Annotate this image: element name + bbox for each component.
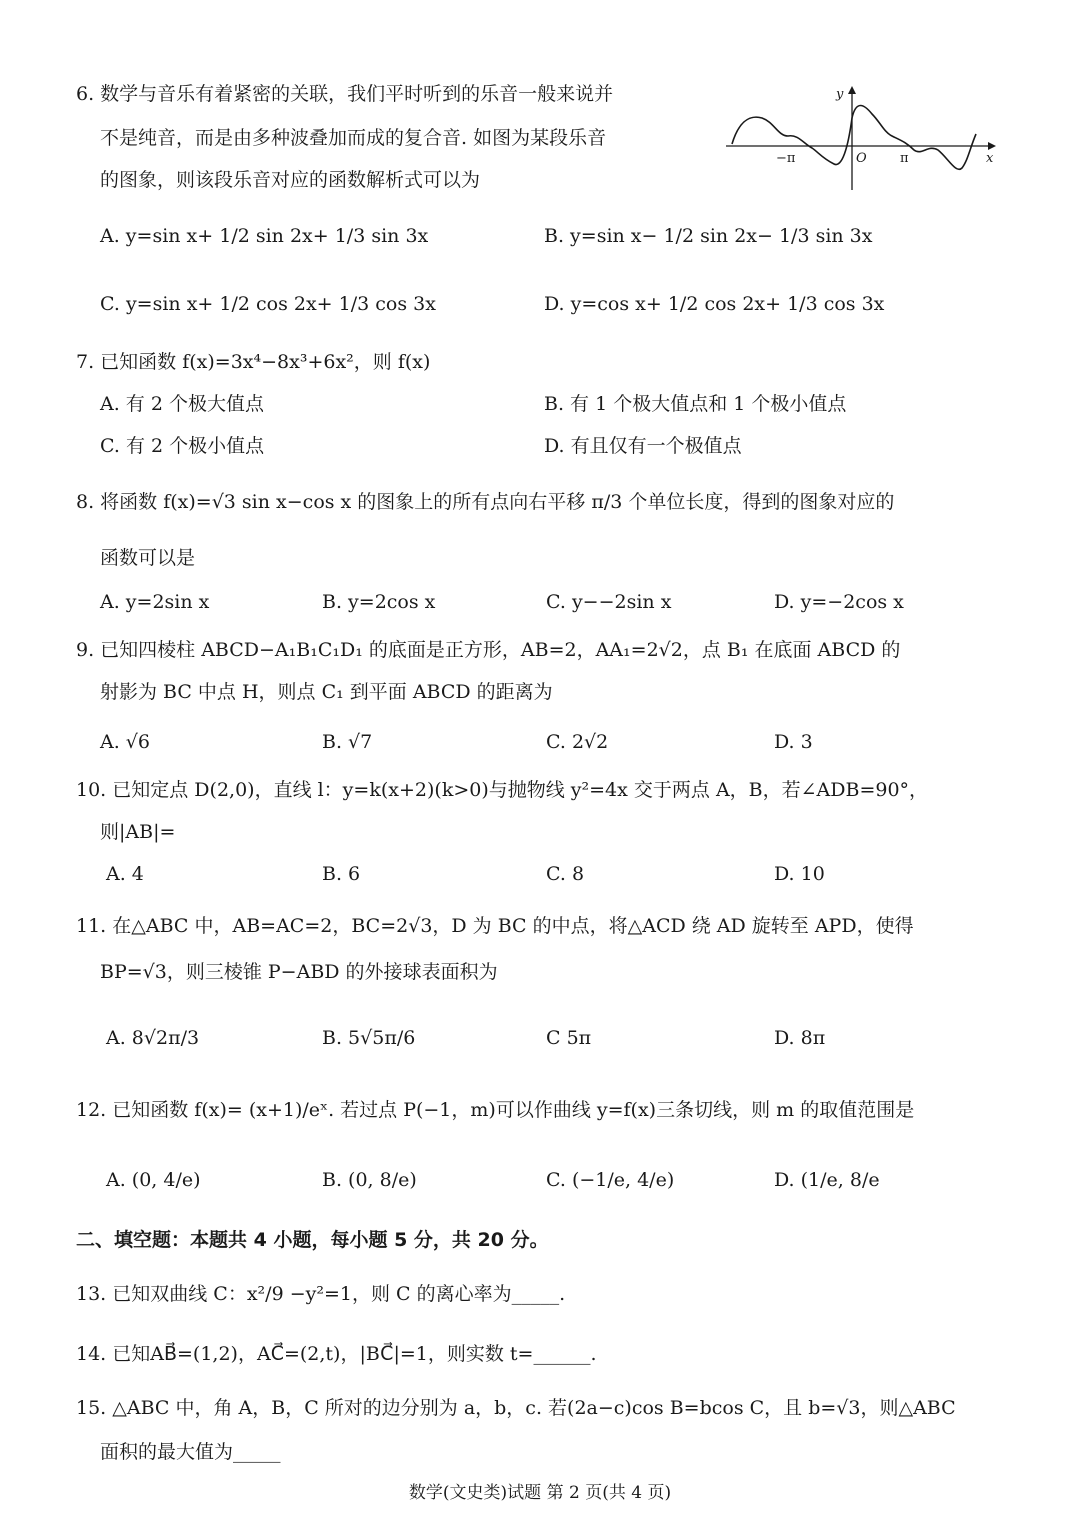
q8-line-1: 8. 将函数 f(x)=√3 sin x−cos x 的图象上的所有点向右平移 π/3 个单位长度，得到的图象对应的 — [76, 491, 895, 513]
graph-y-label: y — [836, 87, 844, 102]
q12-stem: 12. 已知函数 f(x)= (x+1)/eˣ. 若过点 P(−1，m)可以作曲线 y=f(x)三条切线，则 m 的取值范围是 — [76, 1099, 915, 1121]
q11-option-a[interactable]: A. 8√2π/3 — [106, 1027, 200, 1049]
graph-x-label: x — [986, 151, 994, 166]
q7-option-d[interactable]: D. 有且仅有一个极值点 — [544, 435, 742, 457]
q6-option-c[interactable]: C. y=sin x+ 1/2 cos 2x+ 1/3 cos 3x — [100, 293, 436, 315]
q10-option-a[interactable]: A. 4 — [106, 863, 144, 885]
sound-wave-graph — [722, 78, 1002, 194]
page-footer: 数学(文史类)试题 第 2 页(共 4 页) — [408, 1483, 672, 1503]
q10-option-d[interactable]: D. 10 — [774, 863, 825, 885]
q6-option-b[interactable]: B. y=sin x− 1/2 sin 2x− 1/3 sin 3x — [544, 225, 873, 247]
q12-option-d[interactable]: D. (1/e, 8/e — [774, 1169, 880, 1191]
q9-option-a[interactable]: A. √6 — [100, 731, 150, 753]
q8-line-2: 函数可以是 — [100, 547, 196, 569]
q10-line-1: 10. 已知定点 D(2,0)，直线 l：y=k(x+2)(k>0)与抛物线 y²=4x 交于两点 A，B，若∠ADB=90°， — [76, 779, 929, 801]
section-2-heading: 二、填空题：本题共 4 小题，每小题 5 分，共 20 分。 — [76, 1229, 549, 1251]
q13-text: 13. 已知双曲线 C：x²/9 −y²=1，则 C 的离心率为_____. — [76, 1283, 566, 1305]
q6-line-1: 6. 数学与音乐有着紧密的关联，我们平时听到的乐音一般来说并 — [76, 83, 614, 105]
graph-pi-label: π — [900, 151, 909, 166]
q6-option-d[interactable]: D. y=cos x+ 1/2 cos 2x+ 1/3 cos 3x — [544, 293, 885, 315]
q7-option-b[interactable]: B. 有 1 个极大值点和 1 个极小值点 — [544, 393, 847, 415]
q10-line-2: 则|AB|= — [100, 821, 176, 843]
q11-option-c[interactable]: C 5π — [546, 1027, 592, 1049]
q7-option-c[interactable]: C. 有 2 个极小值点 — [100, 435, 265, 457]
q9-line-1: 9. 已知四棱柱 ABCD−A₁B₁C₁D₁ 的底面是正方形，AB=2，AA₁=2√2，点 B₁ 在底面 ABCD 的 — [76, 639, 901, 661]
q11-line-1: 11. 在△ABC 中，AB=AC=2，BC=2√3，D 为 BC 的中点，将△ACD 绕 AD 旋转至 APD，使得 — [76, 915, 914, 937]
q7-option-a[interactable]: A. 有 2 个极大值点 — [100, 393, 264, 415]
q9-option-b[interactable]: B. √7 — [322, 731, 373, 753]
q8-option-d[interactable]: D. y=−2cos x — [774, 591, 904, 613]
q12-option-a[interactable]: A. (0, 4/e) — [106, 1169, 201, 1191]
graph-neg-pi-label: −π — [776, 151, 796, 166]
q14-text: 14. 已知AB⃗=(1,2)，AC⃗=(2,t)，|BC⃗|=1，则实数 t=______. — [76, 1343, 597, 1365]
q6-line-2: 不是纯音，而是由多种波叠加而成的复合音. 如图为某段乐音 — [100, 127, 607, 149]
q7-stem: 7. 已知函数 f(x)=3x⁴−8x³+6x²，则 f(x) — [76, 351, 431, 373]
q11-option-b[interactable]: B. 5√5π/6 — [322, 1027, 416, 1049]
q15-line-1: 15. △ABC 中，角 A，B，C 所对的边分别为 a，b，c. 若(2a−c)cos B=bcos C，且 b=√3，则△ABC — [76, 1397, 956, 1419]
q6-option-a[interactable]: A. y=sin x+ 1/2 sin 2x+ 1/3 sin 3x — [100, 225, 429, 247]
q9-line-2: 射影为 BC 中点 H，则点 C₁ 到平面 ABCD 的距离为 — [100, 681, 553, 703]
q11-line-2: BP=√3，则三棱锥 P−ABD 的外接球表面积为 — [100, 961, 498, 983]
q6-line-3: 的图象，则该段乐音对应的函数解析式可以为 — [100, 169, 481, 191]
q10-option-c[interactable]: C. 8 — [546, 863, 585, 885]
q8-option-c[interactable]: C. y−−2sin x — [546, 591, 672, 613]
q8-option-b[interactable]: B. y=2cos x — [322, 591, 436, 613]
q12-option-c[interactable]: C. (−1/e, 4/e) — [546, 1169, 675, 1191]
q12-option-b[interactable]: B. (0, 8/e) — [322, 1169, 417, 1191]
q8-option-a[interactable]: A. y=2sin x — [100, 591, 210, 613]
graph-origin-label: O — [856, 151, 867, 166]
q10-option-b[interactable]: B. 6 — [322, 863, 361, 885]
q11-option-d[interactable]: D. 8π — [774, 1027, 826, 1049]
q9-option-c[interactable]: C. 2√2 — [546, 731, 609, 753]
q15-line-2: 面积的最大值为_____ — [100, 1441, 281, 1463]
q9-option-d[interactable]: D. 3 — [774, 731, 813, 753]
wave-curve — [732, 106, 976, 170]
